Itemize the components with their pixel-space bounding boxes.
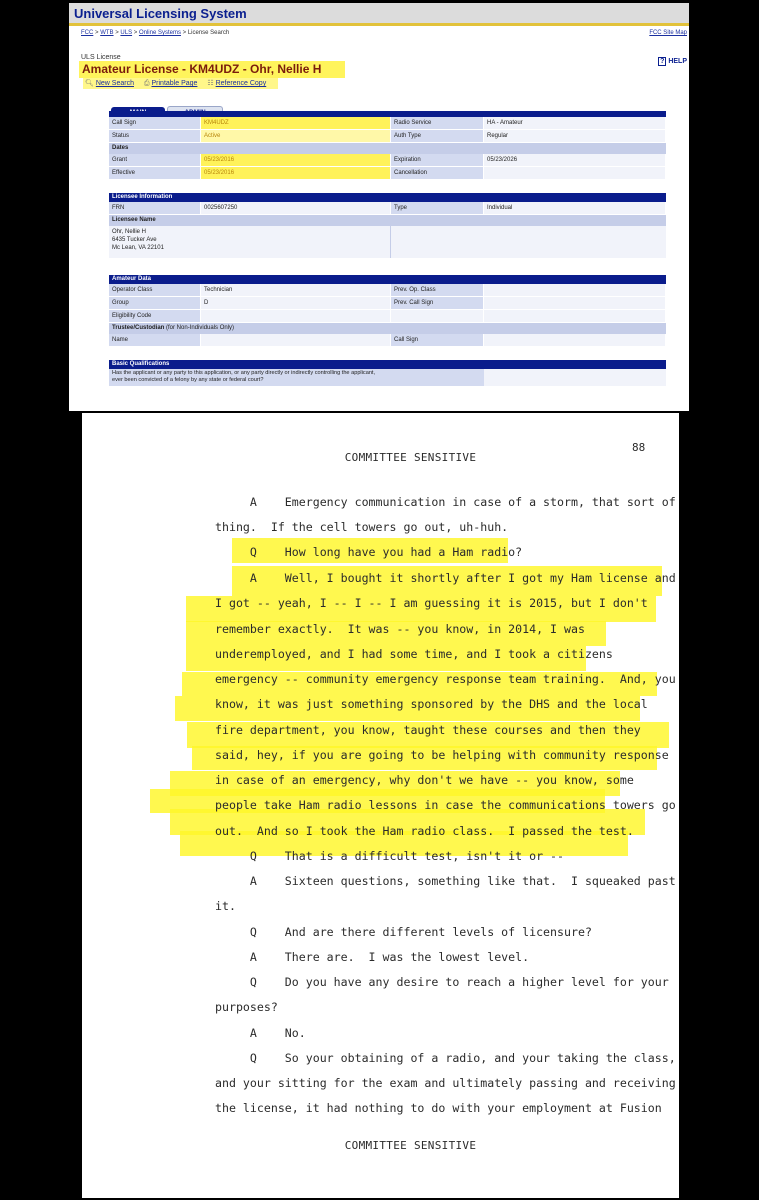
amateur-data-header: Amateur Data — [109, 275, 666, 284]
document-icon: ☷ — [207, 80, 214, 87]
row-eligibility: Eligibility Code — [109, 310, 666, 323]
operator-class-value: Technician — [201, 284, 391, 296]
status-value: Active — [201, 130, 391, 142]
page-subtitle: ULS License — [81, 54, 121, 61]
call-sign-value: KM4UDZ — [201, 117, 391, 129]
site-map-link[interactable]: FCC Site Map — [649, 30, 687, 36]
transcript-line: people take Ham radio lessons in case the communications towers go — [215, 798, 676, 812]
licensee-type-value: Individual — [484, 202, 666, 214]
transcript-line: out. And so I took the Ham radio class. I passed the test. — [215, 824, 634, 838]
transcript-line: and your sitting for the exam and ultimately passing and receiving — [215, 1076, 676, 1090]
header-divider — [69, 23, 689, 26]
transcript-line: A There are. I was the lowest level. — [215, 950, 530, 964]
transcript-line: I got -- yeah, I -- I -- I am guessing it is 2015, but I don't — [215, 596, 648, 610]
license-title: Amateur License - KM4UDZ - Ohr, Nellie H — [79, 61, 345, 78]
transcript-line: thing. If the cell towers go out, uh-huh. — [215, 520, 509, 534]
transcript-line: A Well, I bought it shortly after I got my Ham license and — [215, 571, 676, 585]
effective-date-value: 05/23/2016 — [201, 167, 391, 179]
printer-icon: ⎙ — [143, 80, 150, 87]
trustee-header: Trustee/Custodian (for Non-Individuals Only) — [109, 323, 666, 334]
footer-committee-sensitive: COMMITTEE SENSITIVE — [344, 1139, 477, 1152]
uls-header — [69, 3, 689, 25]
transcript-line: Q How long have you had a Ham radio? — [215, 545, 523, 559]
transcript-line: A No. — [215, 1026, 306, 1040]
transcript-line: Q Do you have any desire to reach a higher level for your — [215, 975, 669, 989]
transcript-page — [82, 413, 679, 1198]
transcript-line: A Sixteen questions, something like that. I squeaked past — [215, 874, 676, 888]
transcript-line: Q And are there different levels of licensure? — [215, 925, 592, 939]
row-trustee-name: Name Call Sign — [109, 334, 666, 347]
transcript-line: remember exactly. It was -- you know, in 2014, I was — [215, 622, 585, 636]
transcript-line: Q That is a difficult test, isn't it or -- — [215, 849, 565, 863]
breadcrumb: FCC > WTB > ULS > Online Systems > License Search — [81, 30, 230, 36]
uls-license-panel — [69, 3, 689, 411]
breadcrumb-online-systems[interactable]: Online Systems — [138, 30, 181, 36]
address-line: Mc Lean, VA 22101 — [112, 245, 164, 251]
breadcrumb-current: License Search — [187, 30, 230, 36]
transcript-line: purposes? — [215, 1000, 278, 1014]
transcript-line: know, it was just something sponsored by the DHS and the local — [215, 697, 648, 711]
transcript-line: emergency -- community emergency response team training. And, you — [215, 672, 676, 686]
address-line: Ohr, Nellie H — [112, 229, 147, 235]
row-grant: Grant 05/23/2016 Expiration 05/23/2026 — [109, 154, 666, 167]
row-call-sign: Call Sign KM4UDZ Radio Service HA - Amateur — [109, 117, 666, 130]
address-line: 6435 Tucker Ave — [112, 237, 157, 243]
magnifier-icon: 🔍︎ — [85, 80, 94, 87]
transcript-line: A Emergency communication in case of a storm, that sort of — [215, 495, 676, 509]
group-value: D — [201, 297, 391, 309]
page-number: 88 — [632, 441, 646, 454]
dates-header: Dates — [109, 143, 666, 154]
row-effective: Effective 05/23/2016 Cancellation — [109, 167, 666, 180]
cancellation-value — [484, 167, 666, 179]
row-group: Group D Prev. Call Sign — [109, 297, 666, 310]
printable-page-link[interactable]: Printable Page — [151, 80, 198, 87]
breadcrumb-wtb[interactable]: WTB — [100, 30, 114, 36]
licensee-info-header: Licensee Information — [109, 193, 666, 202]
reference-copy-link[interactable]: Reference Copy — [215, 80, 267, 87]
frn-value: 0025607250 — [201, 202, 391, 214]
breadcrumb-uls[interactable]: ULS — [120, 30, 133, 36]
expiration-date-value: 05/23/2026 — [484, 154, 666, 166]
licensee-name-header: Licensee Name — [109, 215, 666, 226]
app-title: Universal Licensing System — [74, 6, 247, 21]
row-operator-class: Operator Class Technician Prev. Op. Class — [109, 284, 666, 297]
help-link[interactable]: ? HELP — [660, 58, 687, 65]
auth-type-value: Regular — [484, 130, 666, 142]
main-section — [109, 111, 666, 386]
transcript-line: underemployed, and I had some time, and I took a citizens — [215, 647, 613, 661]
help-icon: ? — [660, 58, 665, 65]
basic-qualifications-header: Basic Qualifications — [109, 360, 666, 369]
row-status: Status Active Auth Type Regular — [109, 130, 666, 143]
tab-bar — [111, 99, 225, 111]
transcript-line: in case of an emergency, why don't we have -- you know, some — [215, 773, 634, 787]
transcript-line: it. — [215, 899, 236, 913]
basic-qualification-question: Has the applicant or any party to this application, or any party directly or indirectly controlling the applicant, ever been convicted of a felony by any state or federal court? — [109, 369, 666, 386]
new-search-link[interactable]: New Search — [95, 80, 134, 87]
transcript-line: the license, it had nothing to do with your employment at Fusion — [215, 1101, 662, 1115]
transcript-line: fire department, you know, taught these courses and then they — [215, 723, 641, 737]
transcript-line: said, hey, if you are going to be helping with community response — [215, 748, 669, 762]
radio-service-value: HA - Amateur — [484, 117, 666, 129]
action-links — [83, 78, 278, 89]
header-committee-sensitive: COMMITTEE SENSITIVE — [344, 451, 477, 464]
breadcrumb-fcc[interactable]: FCC — [81, 30, 94, 36]
row-frn: FRN 0025607250 Type Individual — [109, 202, 666, 215]
transcript-line: Q So your obtaining of a radio, and your taking the class, — [215, 1051, 676, 1065]
grant-date-value: 05/23/2016 — [201, 154, 391, 166]
licensee-address — [109, 226, 666, 258]
